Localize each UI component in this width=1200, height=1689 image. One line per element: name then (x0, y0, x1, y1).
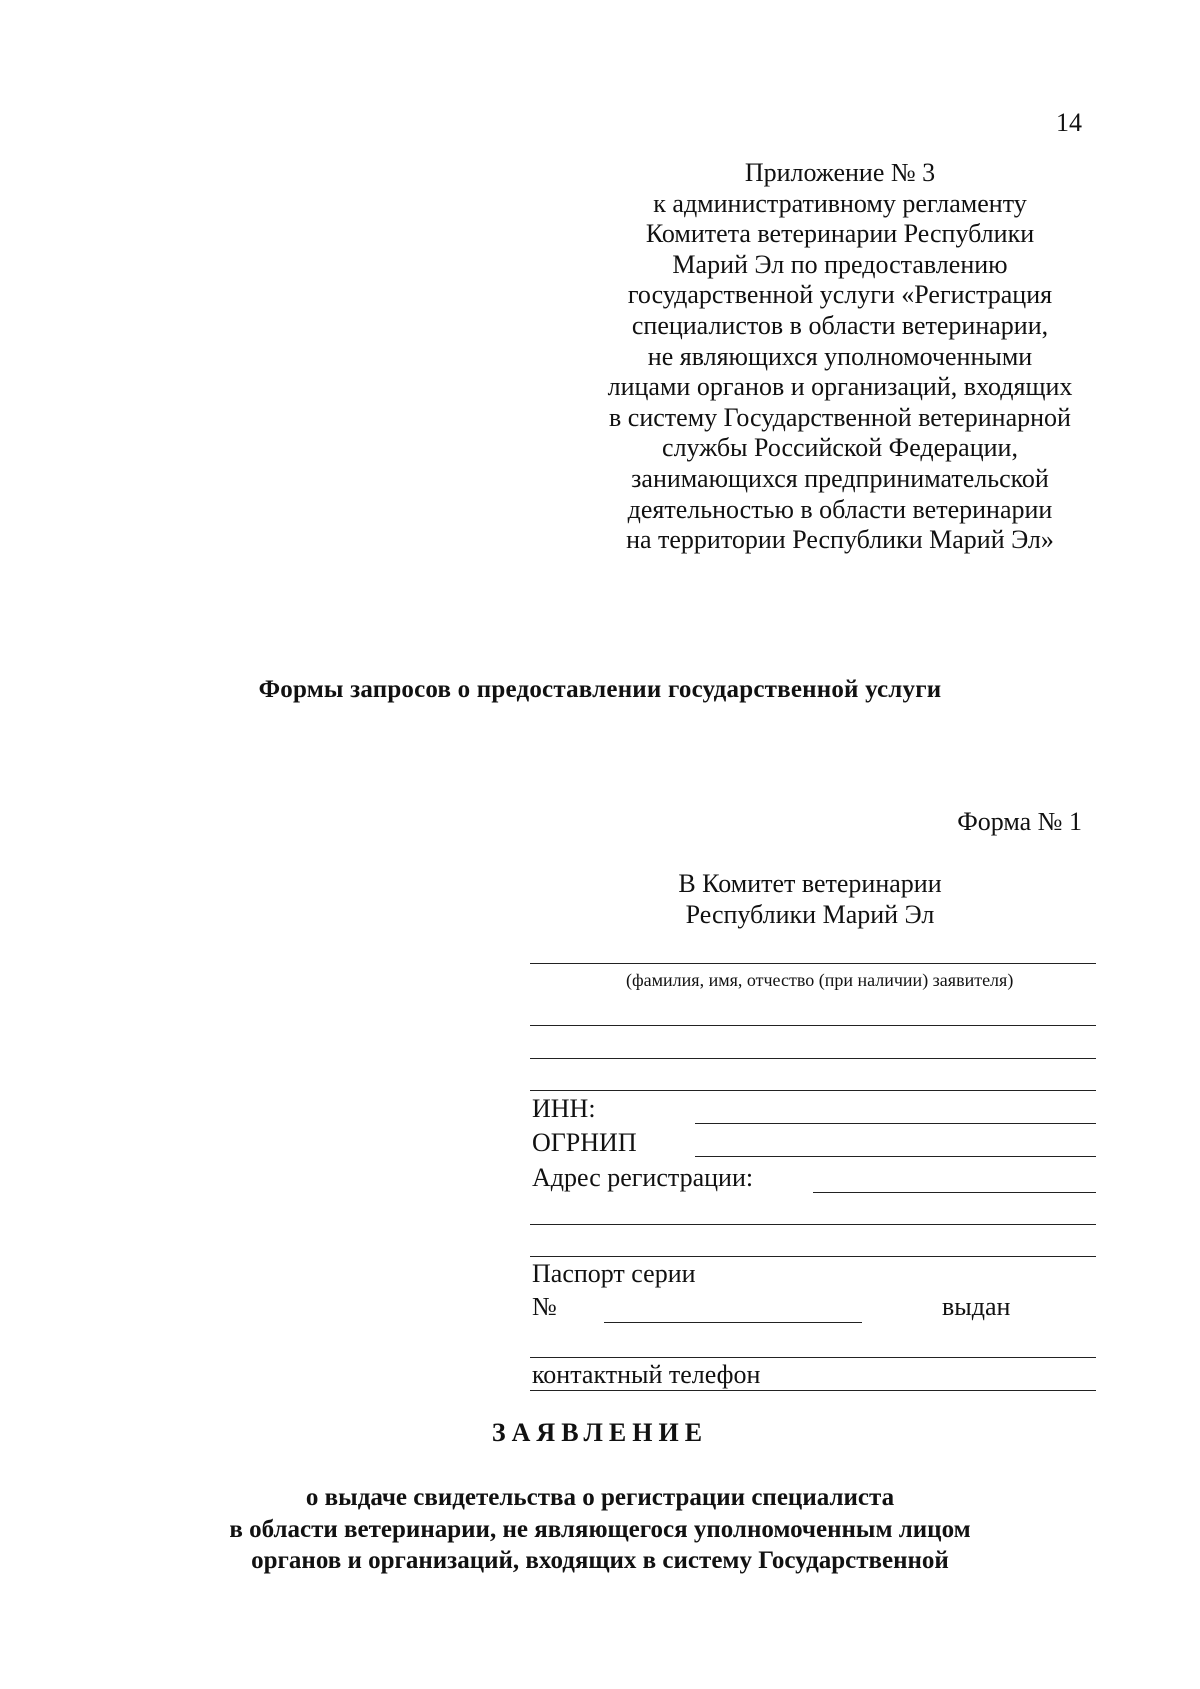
addressee (620, 868, 1000, 930)
addressee-line: Республики Марий Эл (685, 900, 935, 929)
applicant-name-line (530, 963, 1096, 964)
appendix-line: Приложение № 3 (744, 158, 936, 187)
passport-number-line (604, 1322, 862, 1323)
page-number: 14 (1056, 108, 1082, 137)
statement-subject (0, 1482, 1200, 1577)
statement-subject-line: о выдаче свидетельства о регистрации специалиста (305, 1484, 895, 1511)
statement-subject-line: органов и организаций, входящих в систему Государственной (251, 1547, 949, 1574)
passport-series-label: Паспорт серии (532, 1259, 696, 1288)
appendix-header (560, 158, 1120, 556)
issued-line (530, 1357, 1096, 1358)
appendix-line: государственной услуги «Регистрация (627, 280, 1053, 310)
passport-number-sign: № (532, 1292, 557, 1321)
appendix-line: лицами органов и организаций, входящих (607, 372, 1073, 402)
phone-label: контактный телефон (532, 1360, 761, 1389)
appendix-line: деятельностью в области ветеринарии (627, 494, 1053, 524)
forms-title: Формы запросов о предоставлении государственной услуги (258, 676, 942, 703)
address-line (813, 1192, 1096, 1193)
appendix-line: на территории Республики Марий Эл» (626, 525, 1054, 555)
appendix-line: Комитета ветеринарии Республики (645, 219, 1035, 249)
appendix-line: службы Российской Федерации, (662, 433, 1018, 463)
ogrnip-line (695, 1156, 1096, 1157)
blank-line (530, 1058, 1096, 1059)
appendix-line: в систему Государственной ветеринарной (609, 402, 1071, 432)
address-line-3 (530, 1256, 1096, 1257)
appendix-line: не являющихся уполномоченными (647, 341, 1033, 371)
statement-subject-line: в области ветеринарии, не являющегося уполномоченным лицом (229, 1515, 971, 1543)
blank-line (530, 1025, 1096, 1026)
appendix-line: специалистов в области ветеринарии, (631, 310, 1049, 340)
address-label: Адрес регистрации: (532, 1163, 754, 1192)
appendix-line: Марий Эл по предоставлению (672, 249, 1008, 279)
ogrnip-label: ОГРНИП (532, 1128, 637, 1157)
form-number: Форма № 1 (957, 807, 1082, 836)
inn-line (695, 1123, 1096, 1124)
appendix-line: к административному регламенту (653, 188, 1027, 218)
issued-label: выдан (942, 1292, 1011, 1321)
blank-line (530, 1090, 1096, 1091)
phone-line (530, 1390, 1096, 1391)
appendix-line: занимающихся предпринимательской (631, 463, 1049, 493)
statement-title: ЗАЯВЛЕНИЕ (491, 1418, 709, 1447)
applicant-caption: (фамилия, имя, отчество (при наличии) заявителя) (626, 970, 1014, 990)
address-line-2 (530, 1224, 1096, 1225)
inn-label: ИНН: (532, 1094, 596, 1123)
addressee-line: В Комитет ветеринарии (678, 869, 942, 898)
